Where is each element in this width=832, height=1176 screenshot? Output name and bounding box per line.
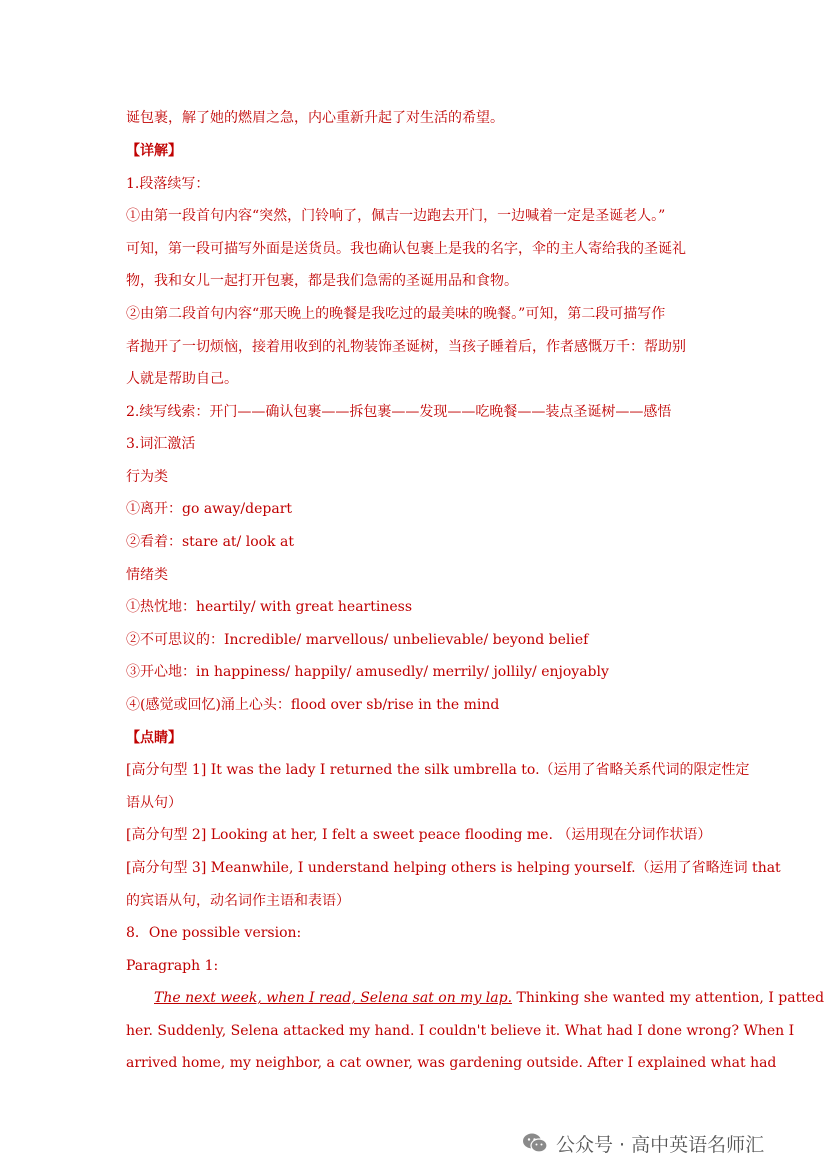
paragraph1-text: Thinking she wanted my attention, I patted xyxy=(512,990,825,1006)
text-line: 1.段落续写： xyxy=(126,176,210,192)
text-line: ①由第一段首句内容“突然，门铃响了，佩吉一边跑去开门，一边喊着一定是圣诞老人。” xyxy=(126,208,666,224)
text-line: 的宾语从句，动名词作主语和表语） xyxy=(126,893,350,909)
text-line: 8．One possible version: xyxy=(126,925,302,941)
text-line: [高分句型 3] Meanwhile, I understand helping others is helping yourself.（运用了省略连词 that xyxy=(126,860,781,876)
wechat-icon xyxy=(522,1132,548,1154)
text-line: ②看着：stare at/ look at xyxy=(126,534,294,550)
text-line: 语从句） xyxy=(126,795,182,811)
text-line: 可知，第一段可描写外面是送货员。我也确认包裹上是我的名字，伞的主人寄给我的圣诞礼 xyxy=(126,241,686,257)
text-line: 2.续写线索：开门——确认包裹——拆包裹——发现——吃晚餐——装点圣诞树——感悟 xyxy=(126,404,672,420)
text-line: 物，我和女儿一起打开包裹，都是我们急需的圣诞用品和食物。 xyxy=(126,273,518,289)
text-line: [高分句型 1] It was the lady I returned the silk umbrella to.（运用了省略关系代词的限定性定 xyxy=(126,762,750,778)
text-line: [高分句型 2] Looking at her, I felt a sweet peace flooding me. （运用现在分词作状语） xyxy=(126,827,712,843)
text-line: Paragraph 1: xyxy=(126,958,219,974)
text-line: 情绪类 xyxy=(126,567,168,583)
text-line: ①离开：go away/depart xyxy=(126,501,293,517)
paragraph1-line: her. Suddenly, Selena attacked my hand. I couldn't believe it. What had I done wrong? When I xyxy=(126,1023,795,1039)
text-line: ③开心地：in happiness/ happily/ amusedly/ merrily/ jollily/ enjoyably xyxy=(126,664,609,680)
watermark-text: 公众号 · 高中英语名师汇 xyxy=(556,1133,765,1156)
text-line: ②不可思议的：Incredible/ marvellous/ unbelievable/ beyond belief xyxy=(126,632,589,648)
text-line: 行为类 xyxy=(126,469,168,485)
text-line: 3.词汇激活 xyxy=(126,436,196,452)
underlined-starter: The next week, when I read, Selena sat on my lap. xyxy=(154,990,513,1006)
paragraph1-line: arrived home, my neighbor, a cat owner, was gardening outside. After I explained what had xyxy=(126,1055,777,1071)
section-heading-highlight: 【点睛】 xyxy=(126,730,182,746)
text-line: ④(感觉或回忆)涌上心头：flood over sb/rise in the mind xyxy=(126,697,500,713)
text-line: ①热忱地：heartily/ with great heartiness xyxy=(126,599,413,615)
text-line: 人就是帮助自己。 xyxy=(126,371,238,387)
paragraph1-line xyxy=(154,988,824,1008)
text-line: 诞包裹，解了她的燃眉之急，内心重新升起了对生活的希望。 xyxy=(126,110,504,126)
text-line: 者抛开了一切烦恼，接着用收到的礼物装饰圣诞树，当孩子睡着后，作者感慨万千：帮助别 xyxy=(126,339,686,355)
watermark xyxy=(522,1128,764,1158)
text-line: ②由第二段首句内容“那天晚上的晚餐是我吃过的最美味的晚餐。”可知，第二段可描写作 xyxy=(126,306,666,322)
section-heading-explanation: 【详解】 xyxy=(126,143,182,159)
